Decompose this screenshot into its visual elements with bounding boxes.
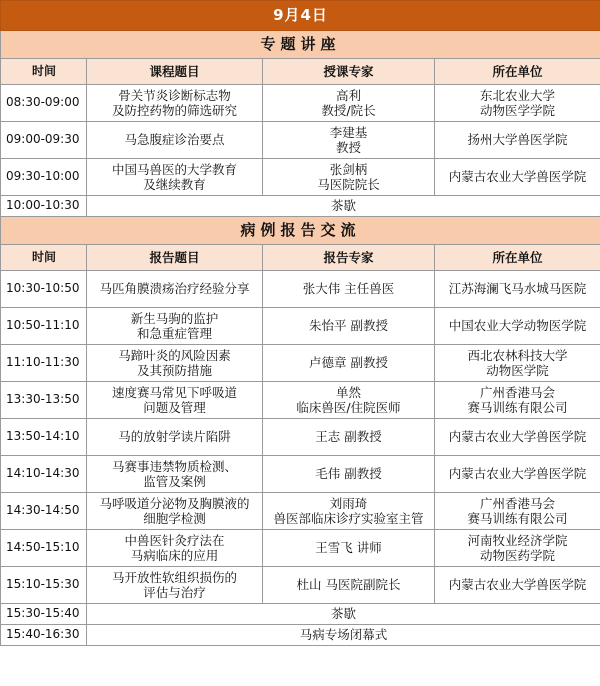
row-expert: 单然 临床兽医/住院医师 — [263, 382, 435, 419]
row-unit: 广州香港马会 赛马训练有限公司 — [435, 493, 600, 530]
row-time: 09:30-10:00 — [1, 159, 87, 196]
break-label: 茶歇 — [87, 604, 600, 625]
row-unit: 内蒙古农业大学兽医学院 — [435, 419, 600, 456]
row-unit: 东北农业大学 动物医学学院 — [435, 85, 600, 122]
case-row — [1, 419, 600, 456]
break-row — [1, 604, 600, 625]
row-time: 14:50-15:10 — [1, 530, 87, 567]
row-title: 马开放性软组织损伤的 评估与治疗 — [87, 567, 263, 604]
row-time: 14:10-14:30 — [1, 456, 87, 493]
row-unit: 河南牧业经济学院 动物医药学院 — [435, 530, 600, 567]
break-row — [1, 196, 600, 217]
row-time: 14:30-14:50 — [1, 493, 87, 530]
row-title: 马急腹症诊治要点 — [87, 122, 263, 159]
row-expert: 杜山 马医院副院长 — [263, 567, 435, 604]
row-expert: 张大伟 主任兽医 — [263, 271, 435, 308]
row-title: 速度赛马常见下呼吸道 问题及管理 — [87, 382, 263, 419]
closing-time: 15:40-16:30 — [1, 625, 87, 646]
case-row — [1, 271, 600, 308]
lecture-row — [1, 122, 600, 159]
row-unit: 江苏海澜飞马水城马医院 — [435, 271, 600, 308]
case-row — [1, 493, 600, 530]
row-title: 中国马兽医的大学教育 及继续教育 — [87, 159, 263, 196]
row-title: 骨关节炎诊断标志物 及防控药物的筛选研究 — [87, 85, 263, 122]
row-expert: 王志 副教授 — [263, 419, 435, 456]
header-unit: 所在单位 — [435, 245, 600, 271]
case-row — [1, 530, 600, 567]
lectures-header-row — [1, 59, 600, 85]
lecture-row — [1, 159, 600, 196]
row-unit: 扬州大学兽医学院 — [435, 122, 600, 159]
header-expert: 授课专家 — [263, 59, 435, 85]
break-time: 10:00-10:30 — [1, 196, 87, 217]
row-expert: 卢德章 副教授 — [263, 345, 435, 382]
case-row — [1, 456, 600, 493]
case-row — [1, 567, 600, 604]
closing-row — [1, 625, 600, 646]
row-expert: 王雪飞 讲师 — [263, 530, 435, 567]
row-expert: 张剑柄 马医院院长 — [263, 159, 435, 196]
header-unit: 所在单位 — [435, 59, 600, 85]
row-title: 新生马驹的监护 和急重症管理 — [87, 308, 263, 345]
header-expert: 报告专家 — [263, 245, 435, 271]
row-title: 马赛事违禁物质检测、 监管及案例 — [87, 456, 263, 493]
case-row — [1, 345, 600, 382]
row-title: 马的放射学读片陷阱 — [87, 419, 263, 456]
row-title: 马匹角膜溃疡治疗经验分享 — [87, 271, 263, 308]
row-time: 08:30-09:00 — [1, 85, 87, 122]
case-row — [1, 382, 600, 419]
row-expert: 朱怡平 副教授 — [263, 308, 435, 345]
row-unit: 内蒙古农业大学兽医学院 — [435, 456, 600, 493]
row-title: 马蹄叶炎的风险因素 及其预防措施 — [87, 345, 263, 382]
row-time: 10:50-11:10 — [1, 308, 87, 345]
row-time: 11:10-11:30 — [1, 345, 87, 382]
lectures-section-title: 专题讲座 — [1, 31, 600, 59]
header-time: 时间 — [1, 245, 87, 271]
closing-label: 马病专场闭幕式 — [87, 625, 600, 646]
row-expert: 李建基 教授 — [263, 122, 435, 159]
cases-section-title: 病例报告交流 — [1, 217, 600, 245]
lectures-section-row — [1, 31, 600, 59]
row-expert: 高利 教授/院长 — [263, 85, 435, 122]
date-title: 9月4日 — [1, 1, 600, 31]
row-time: 13:50-14:10 — [1, 419, 87, 456]
break-time: 15:30-15:40 — [1, 604, 87, 625]
row-title: 中兽医针灸疗法在 马病临床的应用 — [87, 530, 263, 567]
row-unit: 内蒙古农业大学兽医学院 — [435, 567, 600, 604]
header-time: 时间 — [1, 59, 87, 85]
row-time: 09:00-09:30 — [1, 122, 87, 159]
cases-section-row — [1, 217, 600, 245]
case-row — [1, 308, 600, 345]
header-title: 报告题目 — [87, 245, 263, 271]
break-label: 茶歇 — [87, 196, 600, 217]
row-time: 10:30-10:50 — [1, 271, 87, 308]
header-title: 课程题目 — [87, 59, 263, 85]
lecture-row — [1, 85, 600, 122]
row-unit: 西北农林科技大学 动物医学院 — [435, 345, 600, 382]
row-time: 15:10-15:30 — [1, 567, 87, 604]
row-title: 马呼吸道分泌物及胸膜液的 细胞学检测 — [87, 493, 263, 530]
row-unit: 中国农业大学动物医学院 — [435, 308, 600, 345]
row-unit: 广州香港马会 赛马训练有限公司 — [435, 382, 600, 419]
date-title-row — [1, 1, 600, 31]
row-expert: 刘雨琦 兽医部临床诊疗实验室主管 — [263, 493, 435, 530]
cases-header-row — [1, 245, 600, 271]
row-unit: 内蒙古农业大学兽医学院 — [435, 159, 600, 196]
row-expert: 毛伟 副教授 — [263, 456, 435, 493]
row-time: 13:30-13:50 — [1, 382, 87, 419]
